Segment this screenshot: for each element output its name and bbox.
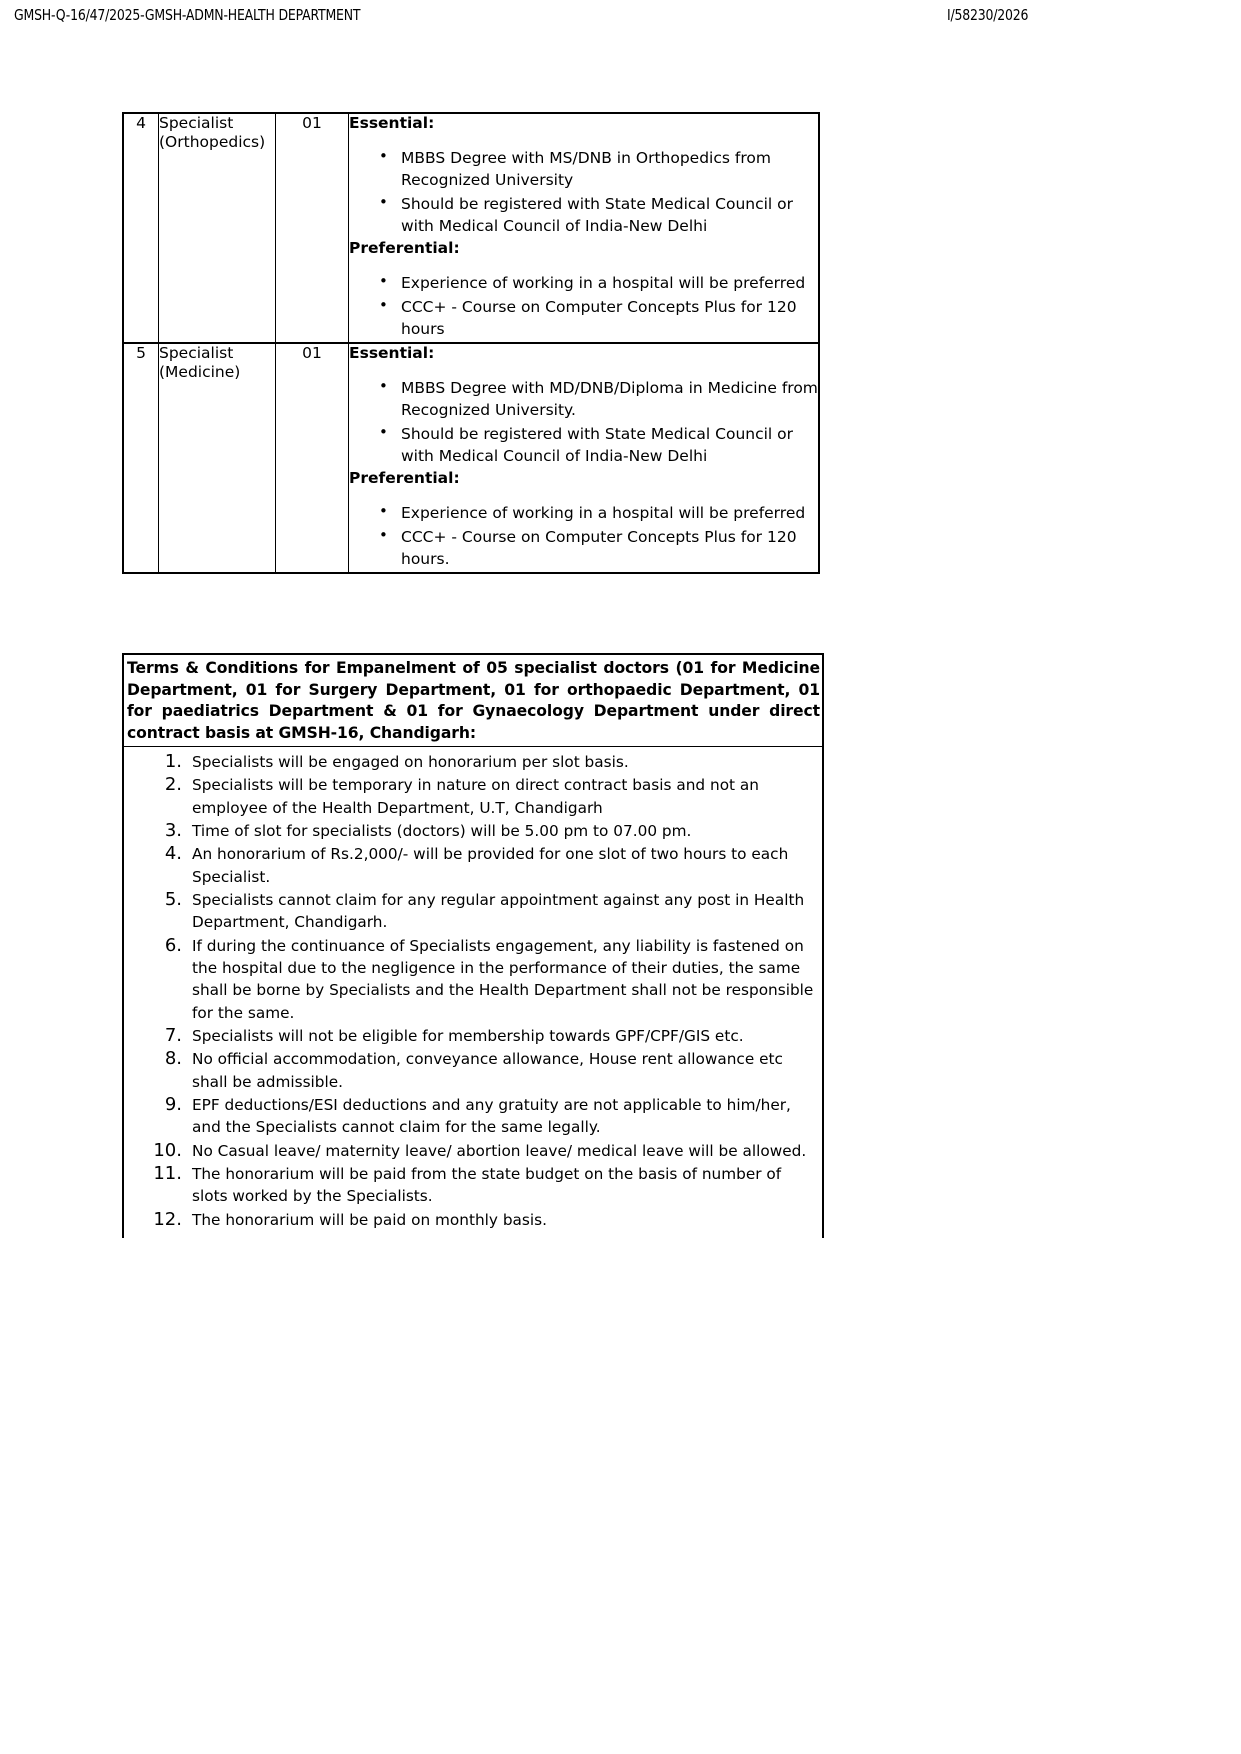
cell-qualification	[349, 113, 820, 343]
cell-serial-number: 5	[123, 343, 159, 573]
qualification-table-wrapper	[122, 112, 820, 574]
post-name-line2: (Orthopedics)	[159, 132, 266, 151]
essential-list	[349, 147, 818, 237]
list-item: • MBBS Degree with MD/DNB/Diploma in Medicine from Recognized University.	[401, 377, 818, 421]
list-item: The honorarium will be paid from the state budget on the basis of number of slots worked by the Specialists.	[192, 1164, 782, 1206]
header-reference-number: GMSH-Q-16/47/2025-GMSH-ADMN-HEALTH DEPARTMENT	[14, 6, 361, 24]
list-item: • Experience of working in a hospital will be preferred	[401, 272, 818, 294]
list-item: The honorarium will be paid on monthly basis.	[192, 1210, 547, 1229]
qualification-table	[122, 112, 820, 574]
preferential-label: Preferential:	[349, 468, 460, 487]
list-item: Specialists will be temporary in nature on direct contract basis and not an employee of the Health Department, U.T, Chandigarh	[192, 776, 759, 817]
preferential-list	[349, 272, 818, 340]
essential-label: Essential:	[349, 114, 435, 132]
list-item: An honorarium of Rs.2,000/- will be provided for one slot of two hours to each Specialist.	[192, 845, 789, 886]
preferential-label: Preferential:	[349, 238, 460, 257]
table-row	[123, 113, 819, 343]
list-item: If during the continuance of Specialists engagement, any liability is fastened on the hospital due to the negligence in the performance of their duties, the same shall be borne by Specialists and the Health Department shall not be responsible for the same.	[192, 936, 814, 1022]
terms-list	[124, 747, 822, 1238]
list-item: No official accommodation, conveyance allowance, House rent allowance etc shall be admissible.	[192, 1050, 783, 1091]
cell-serial-number: 4	[123, 113, 159, 343]
list-item: • CCC+ - Course on Computer Concepts Plus for 120 hours.	[401, 526, 818, 570]
cell-qualification	[349, 343, 820, 573]
essential-list	[349, 377, 818, 467]
table-row	[123, 343, 819, 573]
cell-number-of-posts: 01	[276, 343, 349, 573]
list-item: EPF deductions/ESI deductions and any gratuity are not applicable to him/her, and the Specialists cannot claim for the same legally.	[192, 1095, 791, 1137]
header-diary-number: I/58230/2026	[947, 6, 1029, 24]
list-item: • CCC+ - Course on Computer Concepts Plus for 120 hours	[401, 296, 818, 340]
list-item: No Casual leave/ maternity leave/ abortion leave/ medical leave will be allowed.	[192, 1141, 807, 1160]
post-name-line1: Specialist	[159, 343, 234, 362]
list-item: Specialists cannot claim for any regular appointment against any post in Health Department, Chandigarh.	[192, 891, 805, 932]
preferential-list	[349, 502, 818, 570]
cell-post-name	[159, 113, 276, 343]
cell-post-name	[159, 343, 276, 573]
terms-and-conditions-block	[122, 653, 824, 1238]
list-item: • MBBS Degree with MS/DNB in Orthopedics from Recognized University	[401, 147, 818, 191]
cell-number-of-posts: 01	[276, 113, 349, 343]
list-item: • Should be registered with State Medical Council or with Medical Council of India-New Delhi	[401, 193, 818, 237]
terms-title: Terms & Conditions for Empanelment of 05 specialist doctors (01 for Medicine Department, 01 for Surgery Department, 01 for orthopaedic Department, 01 for paediatrics Department & 01 for Gynaecology Department under direct contract basis at GMSH-16, Chandigarh:	[124, 655, 822, 747]
list-item: Specialists will be engaged on honorarium per slot basis.	[192, 753, 629, 772]
list-item: • Experience of working in a hospital will be preferred	[401, 502, 818, 524]
post-name-line2: (Medicine)	[159, 362, 241, 381]
list-item: Time of slot for specialists (doctors) will be 5.00 pm to 07.00 pm.	[192, 822, 692, 841]
list-item: • Should be registered with State Medical Council or with Medical Council of India-New Delhi	[401, 423, 818, 467]
essential-label: Essential:	[349, 343, 435, 362]
page-header	[0, 6, 1241, 28]
post-name-line1: Specialist	[159, 114, 234, 132]
list-item: Specialists will not be eligible for membership towards GPF/CPF/GIS etc.	[192, 1027, 744, 1045]
